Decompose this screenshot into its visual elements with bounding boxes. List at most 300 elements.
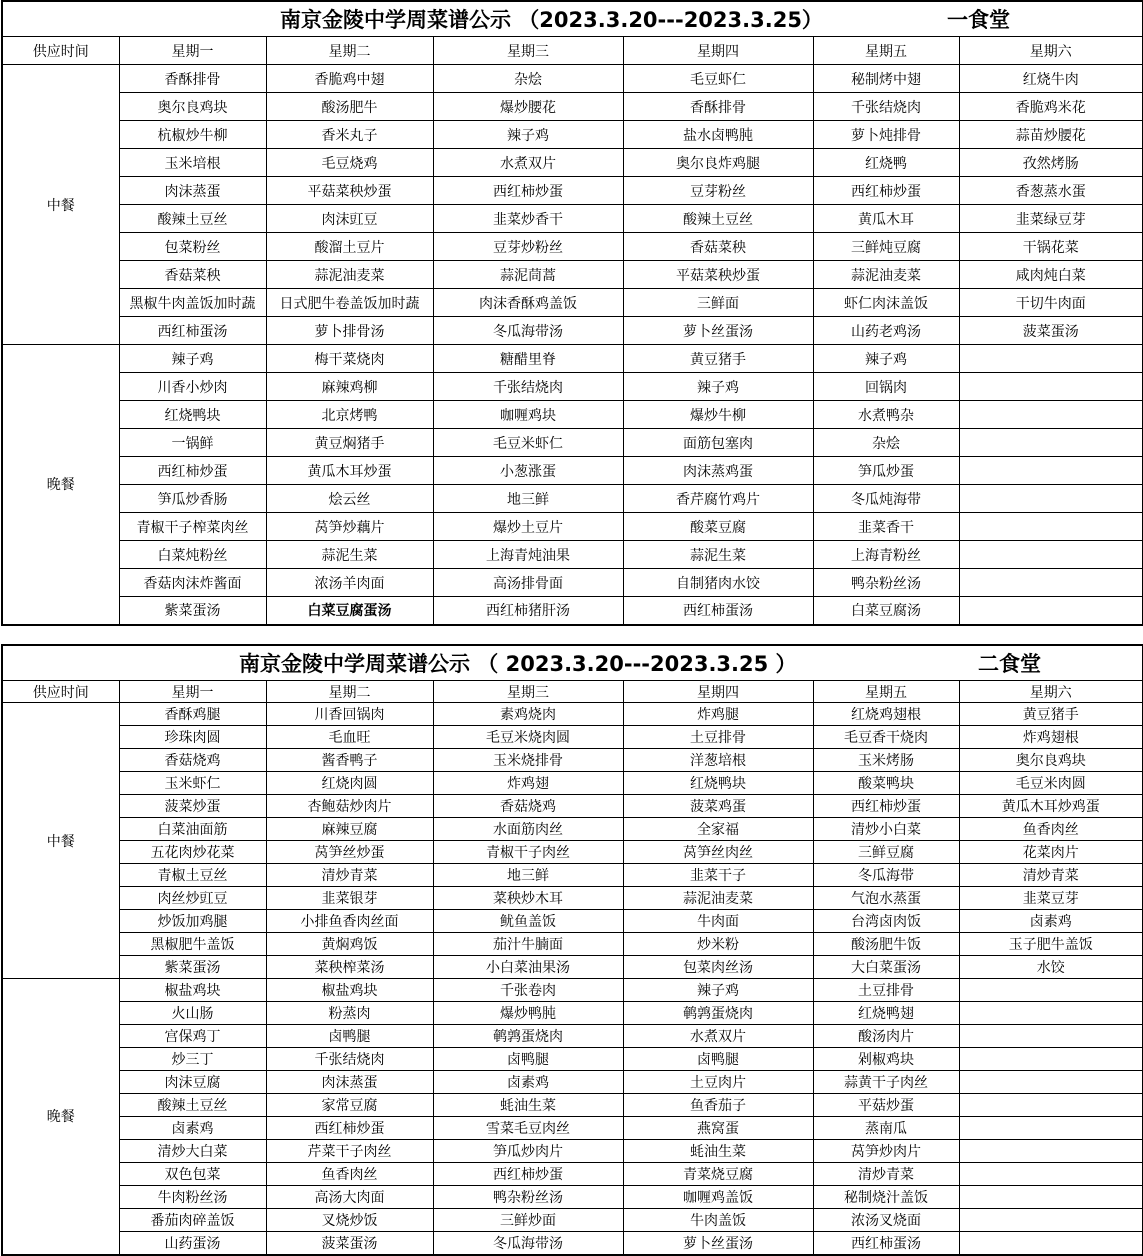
table-row — [2, 597, 1143, 625]
dish-cell: 牛肉盖饭 — [623, 1209, 813, 1232]
meal-label: 中餐 — [2, 703, 119, 979]
dish-cell: 酸汤肥牛 — [266, 93, 433, 121]
dish-cell: 菠菜鸡蛋 — [623, 795, 813, 818]
dish-cell: 韭菜炒香干 — [433, 205, 623, 233]
table-row — [2, 65, 1143, 93]
dish-cell: 回锅肉 — [813, 373, 959, 401]
dish-cell: 蒜苗炒腰花 — [959, 121, 1143, 149]
dish-cell: 酸辣土豆丝 — [623, 205, 813, 233]
dish-cell: 冬瓜炖海带 — [813, 485, 959, 513]
dish-cell: 香酥鸡腿 — [119, 703, 266, 726]
dish-cell: 千张结烧肉 — [813, 93, 959, 121]
dish-cell: 西红柿炒蛋 — [433, 1163, 623, 1186]
dish-cell: 笋瓜炒肉片 — [433, 1140, 623, 1163]
dish-cell: 黑椒肥牛盖饭 — [119, 933, 266, 956]
table-row — [2, 1140, 1143, 1163]
dish-cell: 干切牛肉面 — [959, 289, 1143, 317]
dish-cell: 西红柿蛋汤 — [623, 597, 813, 625]
dish-cell: 毛豆米虾仁 — [433, 429, 623, 457]
dish-cell: 牛肉粉丝汤 — [119, 1186, 266, 1209]
dish-cell: 卤素鸡 — [119, 1117, 266, 1140]
table-row — [2, 772, 1143, 795]
dish-cell: 肉沫蒸鸡蛋 — [623, 457, 813, 485]
dish-cell: 水煮双片 — [433, 149, 623, 177]
table-row — [2, 233, 1143, 261]
dish-cell: 椒盐鸡块 — [119, 979, 266, 1002]
table-row — [2, 93, 1143, 121]
dish-cell: 肉沫豆腐 — [119, 1071, 266, 1094]
dish-cell — [959, 485, 1143, 513]
dish-cell: 鱿鱼盖饭 — [433, 910, 623, 933]
title-cell — [2, 1, 1143, 37]
dish-cell: 西红柿炒蛋 — [433, 177, 623, 205]
dish-cell: 蒜泥生菜 — [266, 541, 433, 569]
dish-cell: 蚝油生菜 — [433, 1094, 623, 1117]
dish-cell: 肉丝炒豇豆 — [119, 887, 266, 910]
header-supply-time: 供应时间 — [2, 681, 119, 703]
dish-cell: 日式肥牛卷盖饭加时蔬 — [266, 289, 433, 317]
dish-cell: 韭菜绿豆芽 — [959, 205, 1143, 233]
dish-cell: 青菜烧豆腐 — [623, 1163, 813, 1186]
dish-cell: 全家福 — [623, 818, 813, 841]
header-day: 星期一 — [119, 37, 266, 65]
dish-cell: 牛肉面 — [623, 910, 813, 933]
dish-cell: 黄焖鸡饭 — [266, 933, 433, 956]
header-row — [2, 37, 1143, 65]
meal-label: 晚餐 — [2, 979, 119, 1255]
dish-cell: 花菜肉片 — [959, 841, 1143, 864]
dish-cell: 地三鲜 — [433, 485, 623, 513]
dish-cell: 上海青炖油果 — [433, 541, 623, 569]
dish-cell: 菠菜蛋汤 — [266, 1232, 433, 1255]
dish-cell — [959, 1163, 1143, 1186]
meal-label: 中餐 — [2, 65, 119, 345]
dish-cell: 香菇烧鸡 — [433, 795, 623, 818]
dish-cell: 平菇菜秧炒蛋 — [266, 177, 433, 205]
header-day: 星期五 — [813, 37, 959, 65]
dish-cell: 酸辣土豆丝 — [119, 205, 266, 233]
table-row — [2, 373, 1143, 401]
table-row — [2, 864, 1143, 887]
dish-cell: 红烧鸭块 — [119, 401, 266, 429]
dish-cell: 水饺 — [959, 956, 1143, 979]
dish-cell — [959, 373, 1143, 401]
dish-cell: 西红柿蛋汤 — [813, 1232, 959, 1255]
dish-cell: 香芹腐竹鸡片 — [623, 485, 813, 513]
dish-cell: 辣子鸡 — [433, 121, 623, 149]
dish-cell: 三鲜炒面 — [433, 1209, 623, 1232]
dish-cell: 咖喱鸡块 — [433, 401, 623, 429]
dish-cell: 香酥排骨 — [119, 65, 266, 93]
table-row — [2, 569, 1143, 597]
dish-cell: 蒸南瓜 — [813, 1117, 959, 1140]
dish-cell: 萝卜丝蛋汤 — [623, 317, 813, 345]
dish-cell: 奥尔良炸鸡腿 — [623, 149, 813, 177]
header-day: 星期六 — [959, 681, 1143, 703]
dish-cell: 蒜泥油麦菜 — [266, 261, 433, 289]
dish-cell: 卤鸭腿 — [266, 1025, 433, 1048]
dish-cell: 青椒干子榨菜肉丝 — [119, 513, 266, 541]
dish-cell: 土豆排骨 — [623, 726, 813, 749]
dish-cell: 清炒青菜 — [959, 864, 1143, 887]
dish-cell: 莴笋炒肉片 — [813, 1140, 959, 1163]
dish-cell: 珍珠肉圆 — [119, 726, 266, 749]
dish-cell: 卤鸭腿 — [433, 1048, 623, 1071]
dish-cell: 酸菜豆腐 — [623, 513, 813, 541]
dish-cell: 爆炒鸭肫 — [433, 1002, 623, 1025]
table-row — [2, 121, 1143, 149]
dish-cell: 炒米粉 — [623, 933, 813, 956]
dish-cell: 盐水卤鸭肫 — [623, 121, 813, 149]
title-cell — [2, 645, 1143, 681]
dish-cell: 面筋包塞肉 — [623, 429, 813, 457]
dish-cell: 玉米烧排骨 — [433, 749, 623, 772]
dish-cell: 双色包菜 — [119, 1163, 266, 1186]
dish-cell: 红烧鸭 — [813, 149, 959, 177]
dish-cell: 西红柿蛋汤 — [119, 317, 266, 345]
header-day: 星期六 — [959, 37, 1143, 65]
dish-cell: 炸鸡腿 — [623, 703, 813, 726]
dish-cell: 包菜粉丝 — [119, 233, 266, 261]
dish-cell: 白菜炖粉丝 — [119, 541, 266, 569]
table-row — [2, 979, 1143, 1002]
dish-cell: 萝卜炖排骨 — [813, 121, 959, 149]
header-day: 星期四 — [623, 37, 813, 65]
dish-cell: 黄瓜木耳炒鸡蛋 — [959, 795, 1143, 818]
dish-cell: 素鸡烧肉 — [433, 703, 623, 726]
table-row — [2, 401, 1143, 429]
dish-cell: 宫保鸡丁 — [119, 1025, 266, 1048]
dish-cell: 西红柿炒蛋 — [813, 177, 959, 205]
dish-cell: 毛豆烧鸡 — [266, 149, 433, 177]
title-row — [2, 645, 1143, 681]
dish-cell: 土豆排骨 — [813, 979, 959, 1002]
table-row — [2, 485, 1143, 513]
dish-cell: 毛豆香干烧肉 — [813, 726, 959, 749]
dish-cell — [959, 569, 1143, 597]
dish-cell: 豆芽炒粉丝 — [433, 233, 623, 261]
dish-cell: 青椒土豆丝 — [119, 864, 266, 887]
table-row — [2, 541, 1143, 569]
table-row — [2, 1209, 1143, 1232]
header-day: 星期二 — [266, 681, 433, 703]
dish-cell: 酸菜鸭块 — [813, 772, 959, 795]
dish-cell: 酸汤肥牛饭 — [813, 933, 959, 956]
table-row — [2, 429, 1143, 457]
table-row — [2, 841, 1143, 864]
table-row — [2, 1071, 1143, 1094]
header-day: 星期五 — [813, 681, 959, 703]
table-row — [2, 726, 1143, 749]
dish-cell: 豆芽粉丝 — [623, 177, 813, 205]
header-day: 星期一 — [119, 681, 266, 703]
dish-cell: 土豆肉片 — [623, 1071, 813, 1094]
dish-cell: 香菇烧鸡 — [119, 749, 266, 772]
dish-cell: 虾仁肉沫盖饭 — [813, 289, 959, 317]
dish-cell: 芹菜干子肉丝 — [266, 1140, 433, 1163]
dish-cell: 鱼香肉丝 — [959, 818, 1143, 841]
dish-cell: 红烧鸡翅根 — [813, 703, 959, 726]
table-row — [2, 177, 1143, 205]
dish-cell: 干锅花菜 — [959, 233, 1143, 261]
table-row — [2, 1117, 1143, 1140]
dish-cell: 一锅鲜 — [119, 429, 266, 457]
dish-cell: 秘制烧汁盖饭 — [813, 1186, 959, 1209]
dish-cell: 菜秧炒木耳 — [433, 887, 623, 910]
dish-cell: 北京烤鸭 — [266, 401, 433, 429]
canteen-1-menu — [0, 0, 1143, 626]
dish-cell: 麻辣豆腐 — [266, 818, 433, 841]
header-day: 星期四 — [623, 681, 813, 703]
table-row — [2, 1163, 1143, 1186]
dish-cell: 爆炒牛柳 — [623, 401, 813, 429]
dish-cell: 平菇菜秧炒蛋 — [623, 261, 813, 289]
dish-cell: 黄豆焖猪手 — [266, 429, 433, 457]
table-row — [2, 1232, 1143, 1255]
dish-cell: 清炒青菜 — [266, 864, 433, 887]
dish-cell: 地三鲜 — [433, 864, 623, 887]
dish-cell: 莴笋炒藕片 — [266, 513, 433, 541]
dish-cell: 千张结烧肉 — [433, 373, 623, 401]
dish-cell: 孜然烤肠 — [959, 149, 1143, 177]
dish-cell: 叉烧炒饭 — [266, 1209, 433, 1232]
dish-cell: 卤素鸡 — [959, 910, 1143, 933]
table-row — [2, 205, 1143, 233]
dish-cell — [959, 457, 1143, 485]
dish-cell — [959, 1186, 1143, 1209]
dish-cell: 三鲜面 — [623, 289, 813, 317]
dish-cell: 五花肉炒花菜 — [119, 841, 266, 864]
table-row — [2, 795, 1143, 818]
table-row — [2, 513, 1143, 541]
dish-cell: 粉蒸肉 — [266, 1002, 433, 1025]
dish-cell: 黑椒牛肉盖饭加时蔬 — [119, 289, 266, 317]
dish-cell: 笋瓜炒香肠 — [119, 485, 266, 513]
dish-cell: 自制猪肉水饺 — [623, 569, 813, 597]
table-row — [2, 1025, 1143, 1048]
canteen-name: 二食堂 — [978, 652, 1041, 676]
dish-cell: 水煮双片 — [623, 1025, 813, 1048]
dish-cell: 气泡水蒸蛋 — [813, 887, 959, 910]
dish-cell — [959, 1002, 1143, 1025]
menu-title: 南京金陵中学周菜谱公示 （ 2023.3.20---2023.3.25 ） — [239, 652, 797, 676]
table-row — [2, 457, 1143, 485]
dish-cell — [959, 1117, 1143, 1140]
dish-cell: 辣子鸡 — [813, 345, 959, 373]
dish-cell: 雪菜毛豆肉丝 — [433, 1117, 623, 1140]
dish-cell — [959, 513, 1143, 541]
dish-cell: 黄瓜木耳炒蛋 — [266, 457, 433, 485]
dish-cell: 蒜泥茼蒿 — [433, 261, 623, 289]
canteen-name: 一食堂 — [947, 8, 1010, 32]
dish-cell: 笋瓜炒蛋 — [813, 457, 959, 485]
dish-cell: 萝卜丝蛋汤 — [623, 1232, 813, 1255]
dish-cell: 肉沫香酥鸡盖饭 — [433, 289, 623, 317]
dish-cell: 毛豆米肉圆 — [959, 772, 1143, 795]
dish-cell: 咖喱鸡盖饭 — [623, 1186, 813, 1209]
dish-cell: 蒜黄干子肉丝 — [813, 1071, 959, 1094]
table-row — [2, 345, 1143, 373]
dish-cell: 麻辣鸡柳 — [266, 373, 433, 401]
dish-cell: 炒饭加鸡腿 — [119, 910, 266, 933]
dish-cell: 冬瓜海带汤 — [433, 1232, 623, 1255]
header-row — [2, 681, 1143, 703]
dish-cell: 毛豆虾仁 — [623, 65, 813, 93]
dish-cell: 酸辣土豆丝 — [119, 1094, 266, 1117]
dish-cell: 包菜肉丝汤 — [623, 956, 813, 979]
dish-cell: 水煮鸭杂 — [813, 401, 959, 429]
dish-cell: 烩云丝 — [266, 485, 433, 513]
dish-cell: 炒三丁 — [119, 1048, 266, 1071]
dish-cell: 黄豆猪手 — [623, 345, 813, 373]
table-row — [2, 1094, 1143, 1117]
dish-cell: 肉沫豇豆 — [266, 205, 433, 233]
title-row — [2, 1, 1143, 37]
menu-table-canteen-2 — [1, 644, 1143, 1256]
dish-cell — [959, 1048, 1143, 1071]
dish-cell: 小白菜油果汤 — [433, 956, 623, 979]
dish-cell: 酸汤肉片 — [813, 1025, 959, 1048]
dish-cell: 菜秧榨菜汤 — [266, 956, 433, 979]
dish-cell: 清炒小白菜 — [813, 818, 959, 841]
dish-cell: 鹌鹑蛋烧肉 — [623, 1002, 813, 1025]
dish-cell: 山药蛋汤 — [119, 1232, 266, 1255]
dish-cell: 肉沫蒸蛋 — [266, 1071, 433, 1094]
dish-cell — [959, 979, 1143, 1002]
dish-cell: 鹌鹑蛋烧肉 — [433, 1025, 623, 1048]
dish-cell: 川香小炒肉 — [119, 373, 266, 401]
header-day: 星期二 — [266, 37, 433, 65]
table-row — [2, 289, 1143, 317]
dish-cell: 高汤排骨面 — [433, 569, 623, 597]
dish-cell — [959, 1140, 1143, 1163]
dish-cell: 韭菜银芽 — [266, 887, 433, 910]
dish-cell: 黄豆猪手 — [959, 703, 1143, 726]
dish-cell: 蒜泥生菜 — [623, 541, 813, 569]
dish-cell: 香葱蒸水蛋 — [959, 177, 1143, 205]
dish-cell: 青椒干子肉丝 — [433, 841, 623, 864]
dish-cell: 肉沫蒸蛋 — [119, 177, 266, 205]
dish-cell — [959, 1071, 1143, 1094]
dish-cell: 家常豆腐 — [266, 1094, 433, 1117]
dish-cell: 菠菜蛋汤 — [959, 317, 1143, 345]
dish-cell: 爆炒腰花 — [433, 93, 623, 121]
dish-cell — [959, 1025, 1143, 1048]
dish-cell: 杏鲍菇炒肉片 — [266, 795, 433, 818]
dish-cell: 上海青粉丝 — [813, 541, 959, 569]
dish-cell — [959, 429, 1143, 457]
dish-cell: 辣子鸡 — [623, 979, 813, 1002]
meal-label: 晚餐 — [2, 345, 119, 625]
dish-cell: 浓汤叉烧面 — [813, 1209, 959, 1232]
dish-cell: 黄瓜木耳 — [813, 205, 959, 233]
dish-cell: 紫菜蛋汤 — [119, 597, 266, 625]
dish-cell: 杂烩 — [433, 65, 623, 93]
dish-cell: 台湾卤肉饭 — [813, 910, 959, 933]
dish-cell: 辣子鸡 — [119, 345, 266, 373]
dish-cell: 卤素鸡 — [433, 1071, 623, 1094]
dish-cell: 玉子肥牛盖饭 — [959, 933, 1143, 956]
dish-cell: 毛豆米烧肉圆 — [433, 726, 623, 749]
dish-cell: 浓汤羊肉面 — [266, 569, 433, 597]
dish-cell: 西红柿猪肝汤 — [433, 597, 623, 625]
dish-cell: 香菇菜秧 — [119, 261, 266, 289]
table-row — [2, 317, 1143, 345]
dish-cell: 火山肠 — [119, 1002, 266, 1025]
header-day: 星期三 — [433, 37, 623, 65]
dish-cell: 蒜泥油麦菜 — [623, 887, 813, 910]
dish-cell: 山药老鸡汤 — [813, 317, 959, 345]
dish-cell: 韭菜豆芽 — [959, 887, 1143, 910]
dish-cell: 香菇菜秧 — [623, 233, 813, 261]
dish-cell: 红烧肉圆 — [266, 772, 433, 795]
table-row — [2, 933, 1143, 956]
table-row — [2, 1186, 1143, 1209]
dish-cell: 玉米培根 — [119, 149, 266, 177]
table-row — [2, 956, 1143, 979]
dish-cell: 洋葱培根 — [623, 749, 813, 772]
dish-cell: 香酥排骨 — [623, 93, 813, 121]
dish-cell: 炸鸡翅根 — [959, 726, 1143, 749]
dish-cell: 三鲜炖豆腐 — [813, 233, 959, 261]
dish-cell: 咸肉炖白菜 — [959, 261, 1143, 289]
dish-cell — [959, 541, 1143, 569]
dish-cell: 萝卜排骨汤 — [266, 317, 433, 345]
table-row — [2, 749, 1143, 772]
dish-cell: 川香回锅肉 — [266, 703, 433, 726]
menu-table-canteen-1 — [1, 0, 1143, 626]
dish-cell: 蚝油生菜 — [623, 1140, 813, 1163]
canteen-2-menu — [0, 644, 1143, 1256]
table-row — [2, 149, 1143, 177]
dish-cell: 红烧牛肉 — [959, 65, 1143, 93]
dish-cell: 白菜豆腐汤 — [813, 597, 959, 625]
dish-cell: 番茄肉碎盖饭 — [119, 1209, 266, 1232]
dish-cell: 清炒青菜 — [813, 1163, 959, 1186]
dish-cell: 菠菜炒蛋 — [119, 795, 266, 818]
dish-cell: 西红柿炒蛋 — [266, 1117, 433, 1140]
dish-cell: 奥尔良鸡块 — [959, 749, 1143, 772]
table-row — [2, 818, 1143, 841]
dish-cell: 白菜油面筋 — [119, 818, 266, 841]
dish-cell: 爆炒土豆片 — [433, 513, 623, 541]
dish-cell: 西红柿炒蛋 — [813, 795, 959, 818]
table-row — [2, 1048, 1143, 1071]
dish-cell — [959, 345, 1143, 373]
table-row — [2, 887, 1143, 910]
dish-cell: 红烧鸭翅 — [813, 1002, 959, 1025]
dish-cell: 韭菜香干 — [813, 513, 959, 541]
dish-cell: 莴笋丝炒蛋 — [266, 841, 433, 864]
header-day: 星期三 — [433, 681, 623, 703]
dish-cell: 冬瓜海带汤 — [433, 317, 623, 345]
dish-cell: 香菇肉沫炸酱面 — [119, 569, 266, 597]
dish-cell: 剁椒鸡块 — [813, 1048, 959, 1071]
dish-cell: 茄汁牛腩面 — [433, 933, 623, 956]
dish-cell — [959, 1209, 1143, 1232]
dish-cell — [959, 1094, 1143, 1117]
dish-cell: 秘制烤中翅 — [813, 65, 959, 93]
dish-cell: 酱香鸭子 — [266, 749, 433, 772]
dish-cell: 玉米虾仁 — [119, 772, 266, 795]
dish-cell: 奥尔良鸡块 — [119, 93, 266, 121]
dish-cell: 炸鸡翅 — [433, 772, 623, 795]
dish-cell: 红烧鸭块 — [623, 772, 813, 795]
dish-cell: 辣子鸡 — [623, 373, 813, 401]
table-row — [2, 703, 1143, 726]
dish-cell: 香米丸子 — [266, 121, 433, 149]
dish-cell: 韭菜干子 — [623, 864, 813, 887]
